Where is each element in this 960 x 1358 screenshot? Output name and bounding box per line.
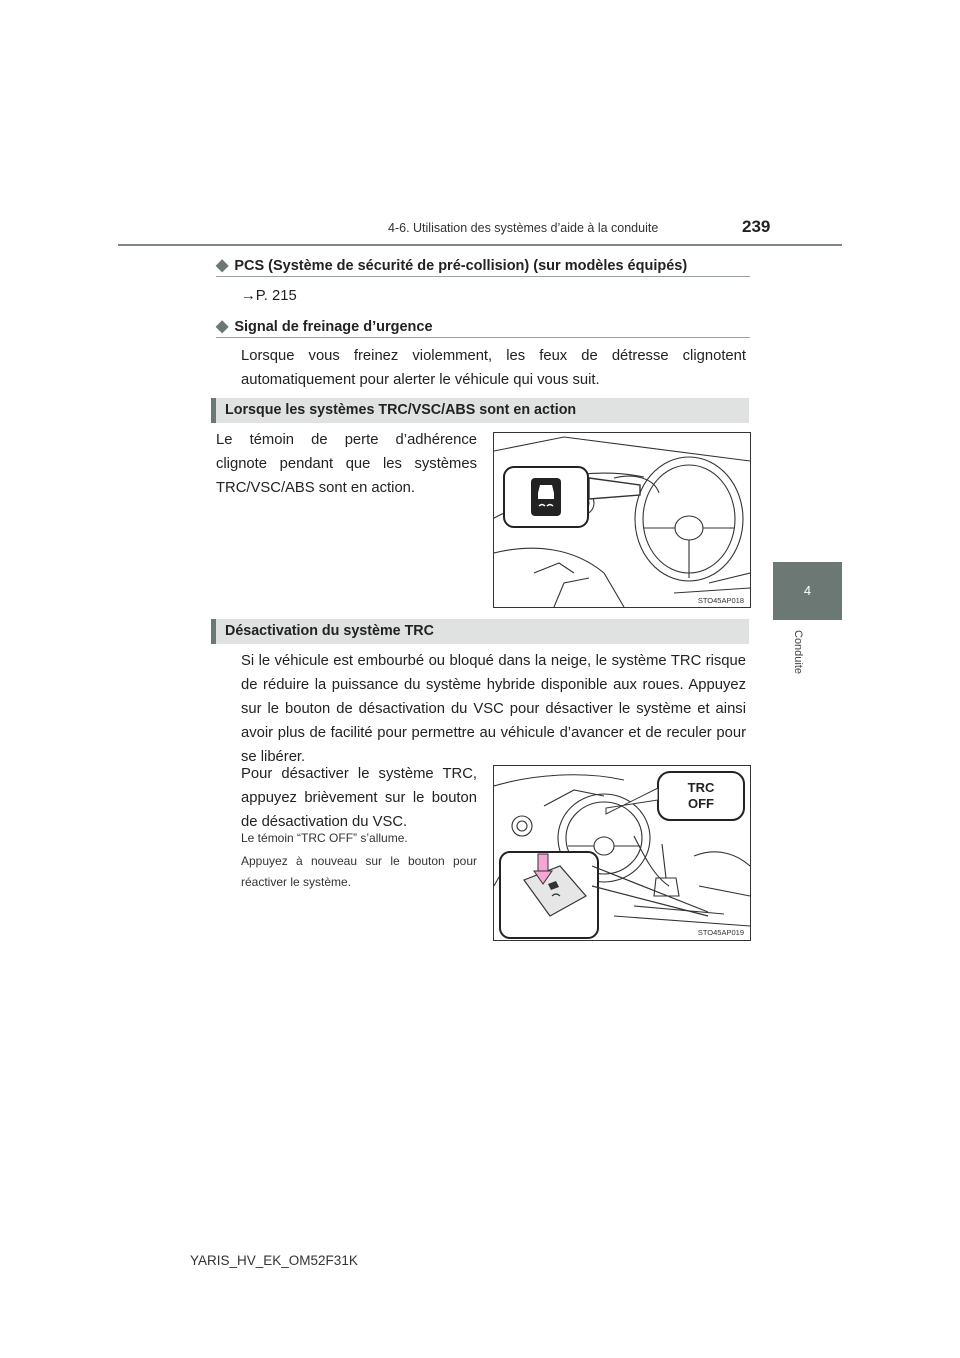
disable-note-1: Le témoin “TRC OFF” s’allume. [241,831,408,845]
brake-signal-title-text: Signal de freinage d’urgence [234,319,433,335]
figure-code-1: STO45AP018 [697,596,744,605]
brake-signal-title [216,316,433,336]
banner-bar [211,398,216,423]
action-section-text: Le témoin de perte d’adhérence clignote pendant que les systèmes TRC/VSC/ABS sont en action. [216,432,477,496]
pcs-title [216,255,687,275]
callout-trc: TRC [687,780,715,795]
banner-bar [211,619,216,644]
disable-section-banner [211,619,749,644]
header-rule [118,244,842,246]
chapter-label: Conduite [792,630,804,675]
diamond-icon: ◆ [216,318,229,335]
brake-signal-rule [216,337,750,338]
disable-section-text: Si le véhicule est embourbé ou bloqué dans la neige, le système TRC risque de réduire la puissance du système hybride disponible aux roues. Appuyez sur le bouton de désactivation du VSC pour désactiver le système et ainsi avoir plus de facilité pour permettre au véhicule d’avancer et de reculer pour se libérer. [241,653,746,765]
pcs-reference: →P. 215 [241,288,297,304]
console-illustration [494,766,750,940]
action-section-title: Lorsque les systèmes TRC/VSC/ABS sont en action [225,402,577,418]
pcs-rule [216,276,750,277]
callout-off: OFF [688,796,714,811]
header-section-title: 4-6. Utilisation des systèmes d’aide à la conduite [388,221,659,235]
figure-code-2: STO45AP019 [697,928,744,937]
diamond-icon: ◆ [216,257,229,274]
disable-note-2: Appuyez à nouveau sur le bouton pour réactiver le système. [241,854,477,889]
figure-dashboard-slip-indicator [493,432,751,608]
figure-trc-off-button [493,765,751,941]
action-section-banner [211,398,749,423]
page-number: 239 [742,217,771,236]
dashboard-illustration [494,433,750,607]
chapter-tab: 4 [773,562,842,620]
brake-signal-text: Lorsque vous freinez violemment, les feux de détresse clignotent automatiquement pour alerter le véhicule qui vous suit. [241,348,746,388]
footer-doc-code: YARIS_HV_EK_OM52F31K [190,1253,358,1268]
disable-instruction-text: Pour désactiver le système TRC, appuyez brièvement sur le bouton de désactivation du VSC. [241,766,477,830]
pcs-title-text: PCS (Système de sécurité de pré-collision) (sur modèles équipés) [234,258,688,274]
disable-section-title: Désactivation du système TRC [225,623,434,639]
